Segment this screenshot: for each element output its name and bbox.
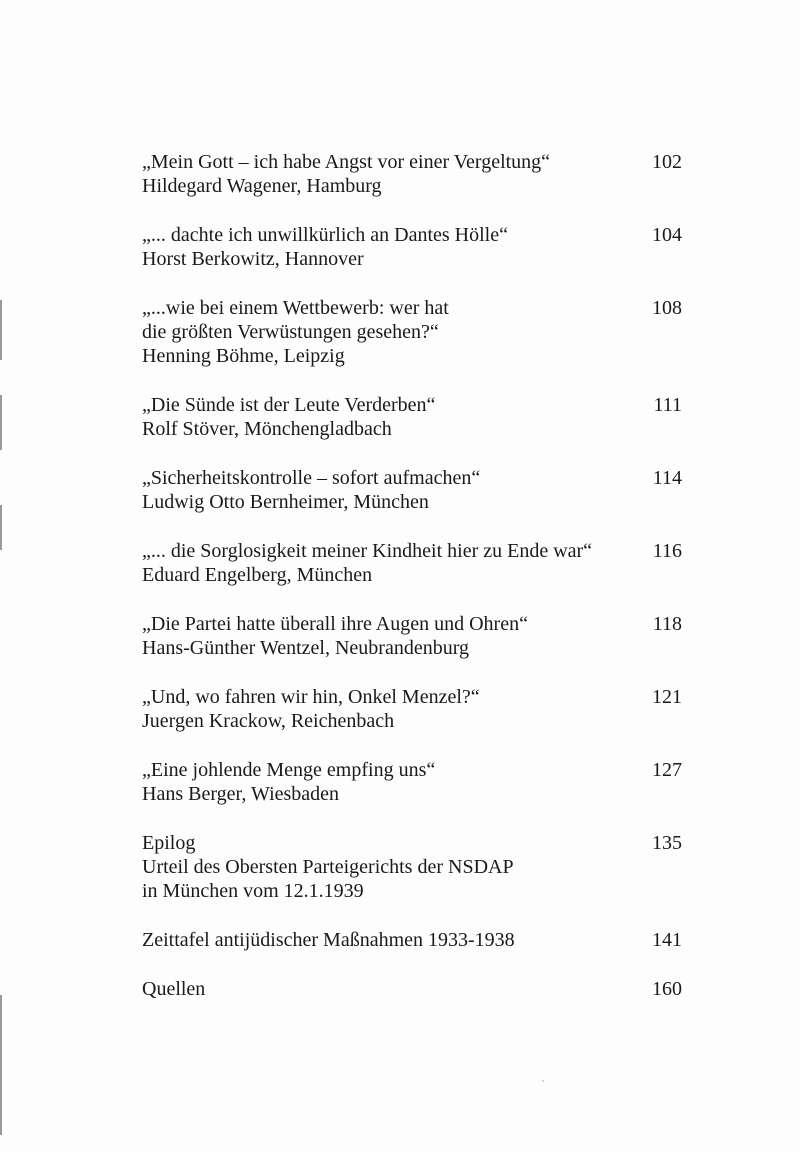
toc-entry-title: „Die Sünde ist der Leute Verderben“ — [142, 394, 436, 416]
toc-entry-text — [142, 928, 515, 952]
toc-entry-subtitle: in München vom 12.1.1939 — [142, 880, 364, 902]
toc-entry-title: Zeittafel antijüdischer Maßnahmen 1933-1938 — [142, 929, 515, 951]
toc-page-number: 102 — [652, 151, 682, 173]
toc-entry-text — [142, 977, 205, 1001]
toc-entry-text — [142, 296, 449, 368]
toc-entry-title: „Sicherheitskontrolle – sofort aufmachen“ — [142, 467, 481, 489]
toc-entry-subtitle: Urteil des Obersten Parteigerichts der NSDAP — [142, 856, 514, 878]
toc-page-number: 135 — [652, 832, 682, 854]
toc-entry-text — [142, 612, 528, 660]
toc-entry[interactable] — [142, 685, 682, 733]
toc-entry[interactable] — [142, 831, 682, 903]
page-edge-mark — [0, 995, 2, 1135]
page-edge-mark — [0, 395, 2, 450]
toc-entry-author: Hildegard Wagener, Hamburg — [142, 175, 382, 197]
toc-entry-title: die größten Verwüstungen gesehen?“ — [142, 321, 439, 343]
toc-page-number: 127 — [652, 759, 682, 781]
toc-entry-title: „Die Partei hatte überall ihre Augen und Ohren“ — [142, 613, 528, 635]
toc-entry-text — [142, 466, 480, 514]
toc-page-number: 141 — [652, 929, 682, 951]
toc-entry-text — [142, 393, 435, 441]
toc-entry[interactable] — [142, 928, 682, 952]
toc-entry-title: Epilog — [142, 832, 196, 854]
toc-entry-title: „Eine johlende Menge empfing uns“ — [142, 759, 436, 781]
page-edge-mark — [0, 300, 2, 360]
page-edge-mark — [0, 505, 2, 550]
toc-page-number: 121 — [652, 686, 682, 708]
toc-entry[interactable] — [142, 466, 682, 514]
toc-entry-author: Hans Berger, Wiesbaden — [142, 783, 340, 805]
toc-entry-text — [142, 758, 435, 806]
toc-entry[interactable] — [142, 150, 682, 198]
toc-entry-text — [142, 831, 514, 903]
toc-entry-title: Quellen — [142, 978, 206, 1000]
toc-entry-text — [142, 150, 550, 198]
toc-entry[interactable] — [142, 539, 682, 587]
toc-entry-title: „Mein Gott – ich habe Angst vor einer Vergeltung“ — [142, 151, 551, 173]
toc-entry-title: „Und, wo fahren wir hin, Onkel Menzel?“ — [142, 686, 480, 708]
toc-page-number: 160 — [652, 978, 682, 1000]
paper-speck — [542, 1080, 544, 1082]
toc-entry-author: Horst Berkowitz, Hannover — [142, 248, 364, 270]
toc-entry-author: Ludwig Otto Bernheimer, München — [142, 491, 429, 513]
toc-page-number: 104 — [652, 224, 682, 246]
toc-page-number: 108 — [652, 297, 682, 319]
toc-entry[interactable] — [142, 977, 682, 1001]
toc-page-number: 114 — [652, 467, 682, 489]
toc-entry-title: „...wie bei einem Wettbewerb: wer hat — [142, 297, 449, 319]
toc-entry-text — [142, 223, 508, 271]
toc-entry-title: „... dachte ich unwillkürlich an Dantes Hölle“ — [142, 224, 508, 246]
toc-entry[interactable] — [142, 296, 682, 368]
toc-entry-author: Rolf Stöver, Mönchengladbach — [142, 418, 392, 440]
toc-entry-author: Henning Böhme, Leipzig — [142, 345, 345, 367]
toc-entry[interactable] — [142, 223, 682, 271]
toc-entry[interactable] — [142, 393, 682, 441]
table-of-contents — [142, 150, 682, 1001]
toc-entry-title: „... die Sorglosigkeit meiner Kindheit hier zu Ende war“ — [142, 540, 593, 562]
toc-entry-text — [142, 539, 592, 587]
toc-entry-author: Hans-Günther Wentzel, Neubrandenburg — [142, 637, 469, 659]
toc-page-number: 116 — [652, 540, 682, 562]
toc-page-number: 118 — [652, 613, 682, 635]
toc-page-number: 111 — [653, 394, 682, 416]
toc-entry-author: Juergen Krackow, Reichenbach — [142, 710, 395, 732]
toc-entry-text — [142, 685, 480, 733]
toc-entry[interactable] — [142, 758, 682, 806]
toc-entry-author: Eduard Engelberg, München — [142, 564, 373, 586]
toc-entry[interactable] — [142, 612, 682, 660]
